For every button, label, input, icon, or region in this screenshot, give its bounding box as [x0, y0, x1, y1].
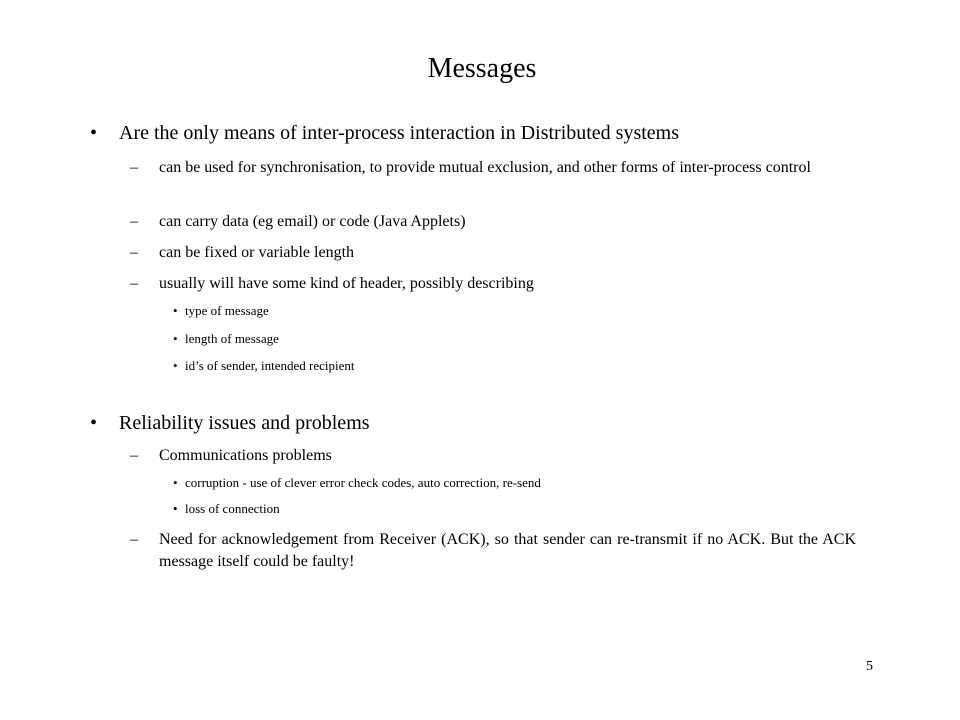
bullet-marker: •	[173, 358, 178, 373]
bullet-marker: •	[173, 331, 178, 346]
sub-item-text: can be fixed or variable length	[159, 244, 355, 261]
slide-title: Messages	[427, 53, 537, 84]
sub-item-text: Communications problems	[159, 447, 332, 464]
sub-item	[130, 529, 890, 573]
sub-item	[130, 211, 890, 233]
dash-marker: –	[130, 275, 138, 292]
bullet-marker: •	[90, 412, 98, 434]
dash-marker: –	[130, 213, 138, 230]
bullet-marker: •	[90, 122, 98, 144]
dash-marker: –	[130, 159, 138, 176]
detail-item	[173, 474, 873, 492]
bullet-marker: •	[173, 303, 178, 318]
sub-item-text: Need for acknowledgement from Receiver (ACK), so that sender can re-transmit if no ACK. But the ACK message itself could be faulty!	[159, 531, 856, 570]
detail-item-text: length of message	[185, 331, 279, 346]
sub-item-text: can carry data (eg email) or code (Java Applets)	[159, 213, 466, 230]
detail-item-text: corruption - use of clever error check codes, auto correction, re-send	[185, 475, 541, 490]
sub-item	[130, 445, 890, 467]
detail-item	[173, 500, 873, 518]
page-number: 5	[866, 659, 873, 674]
bullet-text: Reliability issues and problems	[119, 412, 370, 434]
bullet-marker: •	[173, 501, 178, 516]
bullet-item	[90, 121, 870, 147]
detail-item	[173, 330, 873, 348]
sub-item	[130, 242, 890, 264]
bullet-text: Are the only means of inter-process interaction in Distributed systems	[119, 122, 680, 144]
bullet-marker: •	[173, 475, 178, 490]
detail-item	[173, 357, 873, 375]
dash-marker: –	[130, 447, 138, 464]
bullet-item	[90, 411, 870, 437]
sub-item-text: can be used for synchronisation, to provide mutual exclusion, and other forms of inter-process control	[159, 159, 811, 176]
sub-item	[130, 157, 890, 201]
dash-marker: –	[130, 244, 138, 261]
sub-item-text: usually will have some kind of header, possibly describing	[159, 275, 534, 292]
detail-item-text: type of message	[185, 303, 269, 318]
detail-item-text: loss of connection	[185, 501, 280, 516]
dash-marker: –	[130, 531, 138, 548]
sub-item	[130, 273, 890, 295]
detail-item	[173, 302, 873, 320]
detail-item-text: id’s of sender, intended recipient	[185, 358, 355, 373]
